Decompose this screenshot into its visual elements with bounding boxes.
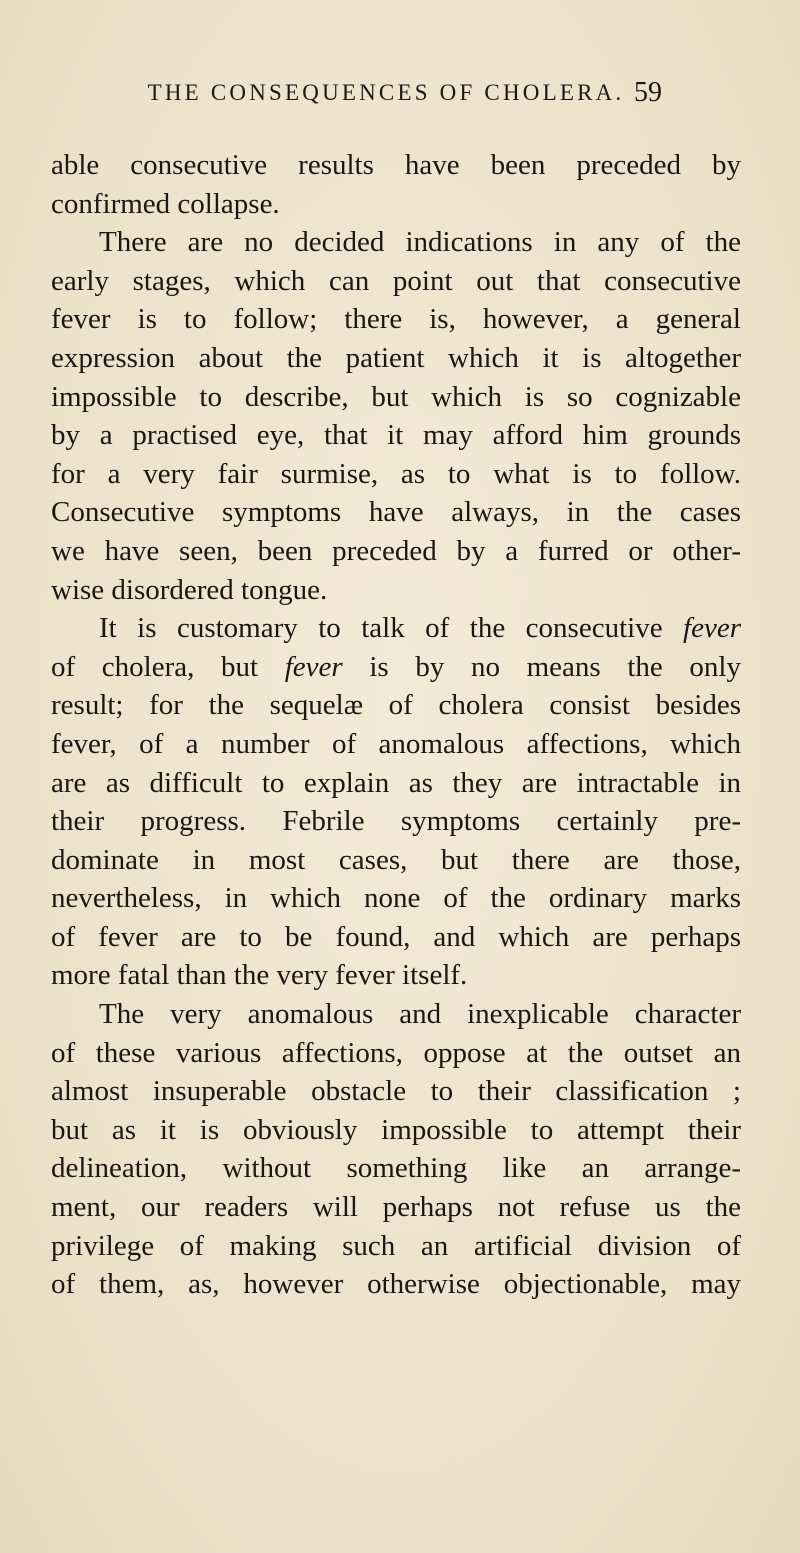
text-line-content: almost insuperable obstacle to their classification ; bbox=[51, 1075, 741, 1108]
text-line-content: we have seen, been preceded by a furred or other- bbox=[51, 534, 741, 567]
text-line-content: privilege of making such an artificial division of bbox=[51, 1229, 741, 1262]
text-line-content: confirmed collapse. bbox=[51, 187, 280, 220]
text-line bbox=[51, 879, 741, 918]
text-line bbox=[51, 686, 741, 725]
text-line-content: able consecutive results have been preceded by bbox=[51, 149, 741, 181]
text-line bbox=[51, 1149, 741, 1188]
text-line-content: Consecutive symptoms have always, in the cases bbox=[51, 496, 741, 529]
text-line bbox=[51, 725, 741, 764]
text-line bbox=[51, 571, 741, 610]
text-line bbox=[51, 956, 741, 995]
text-line-content: of these various affections, oppose at the outset an bbox=[51, 1036, 741, 1069]
text-line bbox=[51, 262, 741, 301]
text-line-content: The very anomalous and inexplicable character bbox=[99, 998, 741, 1031]
text-line-content: expression about the patient which it is altogether bbox=[51, 341, 741, 374]
text-line bbox=[51, 146, 741, 185]
text-line bbox=[51, 1265, 741, 1304]
italic-word: fever bbox=[683, 612, 741, 645]
text-line-content: by a practised eye, that it may afford him grounds bbox=[51, 419, 741, 452]
text-line bbox=[51, 378, 741, 417]
text-line-content: fever, of a number of anomalous affections, which bbox=[51, 727, 741, 760]
text-line-content: It is customary to talk of the consecutive bbox=[99, 612, 684, 645]
text-line bbox=[51, 841, 741, 880]
text-line-content: impossible to describe, but which is so cognizable bbox=[51, 380, 741, 413]
text-line bbox=[51, 995, 741, 1034]
text-line-content: of fever are to be found, and which are perhaps bbox=[51, 920, 741, 953]
text-line bbox=[51, 339, 741, 378]
text-line-content: ment, our readers will perhaps not refuse us the bbox=[51, 1191, 741, 1224]
text-line-content: delineation, without something like an arrange- bbox=[51, 1152, 741, 1185]
body-text bbox=[51, 146, 741, 1304]
running-title: THE CONSEQUENCES OF CHOLERA. bbox=[147, 80, 625, 105]
text-line bbox=[51, 1227, 741, 1266]
text-line-content: are as difficult to explain as they are intractable in bbox=[51, 766, 741, 799]
text-line bbox=[51, 1072, 741, 1111]
text-line-content: There are no decided indications in any of the bbox=[99, 226, 741, 259]
text-line-content: wise disordered tongue. bbox=[51, 573, 328, 606]
text-line-content: fever is to follow; there is, however, a general bbox=[51, 303, 741, 336]
text-line bbox=[51, 223, 741, 262]
text-line-content: early stages, which can point out that consecutive bbox=[51, 264, 741, 297]
text-line bbox=[51, 185, 741, 224]
text-line bbox=[51, 416, 741, 455]
text-line-continuation: is by no means the only bbox=[342, 650, 741, 683]
text-line-content: for a very fair surmise, as to what is to follow. bbox=[51, 457, 741, 490]
text-line bbox=[51, 455, 741, 494]
text-line bbox=[51, 609, 741, 648]
text-line-content: their progress. Febrile symptoms certainly pre- bbox=[51, 805, 741, 838]
text-line bbox=[51, 648, 741, 687]
italic-word: fever bbox=[284, 650, 343, 683]
text-line bbox=[51, 532, 741, 571]
text-line-content: of cholera, but bbox=[51, 650, 285, 683]
text-line-content: nevertheless, in which none of the ordinary marks bbox=[51, 882, 741, 915]
text-line-content: of them, as, however otherwise objectionable, may bbox=[51, 1268, 741, 1301]
text-line-content: but as it is obviously impossible to attempt their bbox=[51, 1113, 741, 1146]
running-head bbox=[110, 78, 662, 118]
text-line bbox=[51, 493, 741, 532]
text-line-content: more fatal than the very fever itself. bbox=[51, 959, 468, 992]
text-line-content: dominate in most cases, but there are those, bbox=[51, 843, 741, 876]
page-number: 59 bbox=[634, 77, 662, 108]
text-line bbox=[51, 918, 741, 957]
text-line bbox=[51, 764, 741, 803]
text-line bbox=[51, 1188, 741, 1227]
text-line bbox=[51, 1111, 741, 1150]
text-line bbox=[51, 1034, 741, 1073]
text-line bbox=[51, 802, 741, 841]
text-line-content: result; for the sequelæ of cholera consist besides bbox=[51, 689, 741, 722]
text-line bbox=[51, 300, 741, 339]
